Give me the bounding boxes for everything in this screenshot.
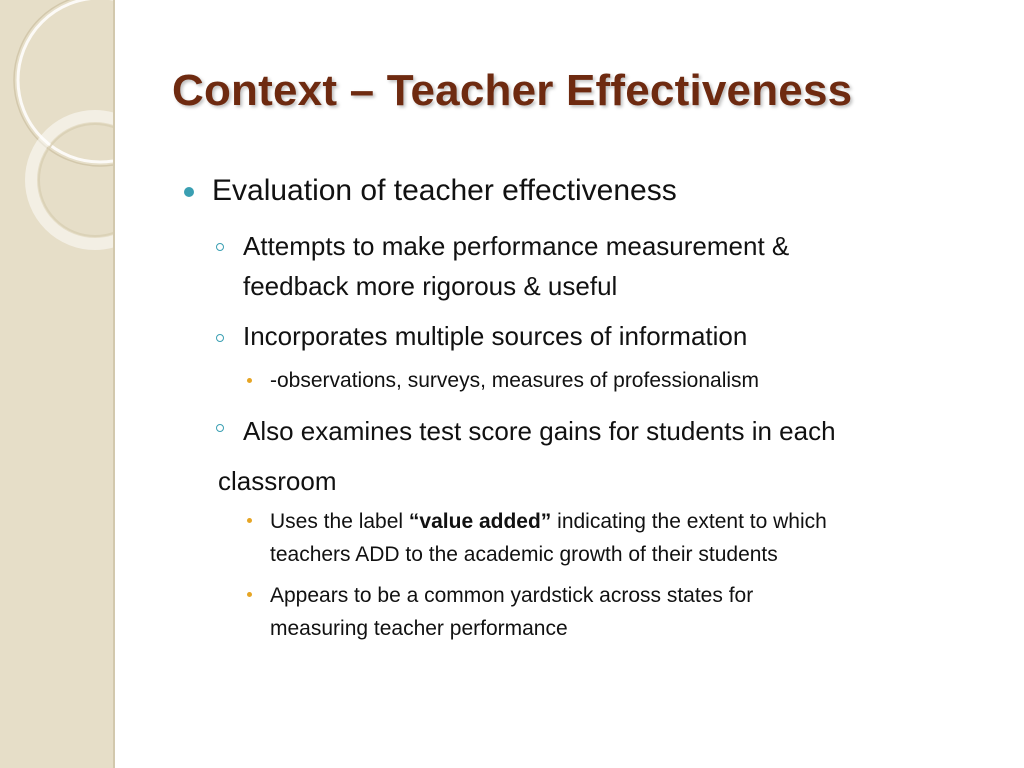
value-added-term: “value added” xyxy=(408,510,552,533)
detail-yardstick-line1: Appears to be a common yardstick across states for xyxy=(270,584,754,607)
bullet-evaluation: Evaluation of teacher effectiveness xyxy=(212,174,677,207)
detail-value-added-line2: teachers ADD to the academic growth of their students xyxy=(270,543,778,566)
slide-title: Context – Teacher Effectiveness xyxy=(172,66,853,115)
detail-observations: -observations, surveys, measures of professionalism xyxy=(270,369,760,392)
sub-bullet-test-scores xyxy=(218,406,963,506)
detail-value-added-line1 xyxy=(270,505,990,538)
sub-bullet-test-scores-line1: Also examines test score gains for students in each xyxy=(243,416,836,446)
sub-bullet-incorporates: Incorporates multiple sources of information xyxy=(243,321,748,351)
bullet-small-dot-icon xyxy=(247,518,252,523)
bullet-small-dot-icon xyxy=(247,592,252,597)
detail-value-added-pre: Uses the label xyxy=(270,510,409,533)
detail-yardstick-line2: measuring teacher performance xyxy=(270,617,568,640)
bullet-circle-icon xyxy=(216,424,224,432)
detail-value-added-post: indicating the extent to which xyxy=(551,510,827,533)
bullet-dot-icon xyxy=(184,187,194,197)
sub-bullet-attempts-line1: Attempts to make performance measurement & xyxy=(243,231,790,261)
sub-bullet-attempts-line2: feedback more rigorous & useful xyxy=(243,271,618,301)
sub-bullet-attempts xyxy=(243,226,963,306)
sub-bullet-test-scores-line2: classroom xyxy=(218,466,337,496)
detail-yardstick xyxy=(270,579,990,645)
detail-value-added xyxy=(270,505,990,571)
bullet-circle-icon xyxy=(216,334,224,342)
bullet-circle-icon xyxy=(216,243,224,251)
bullet-small-dot-icon xyxy=(247,378,252,383)
